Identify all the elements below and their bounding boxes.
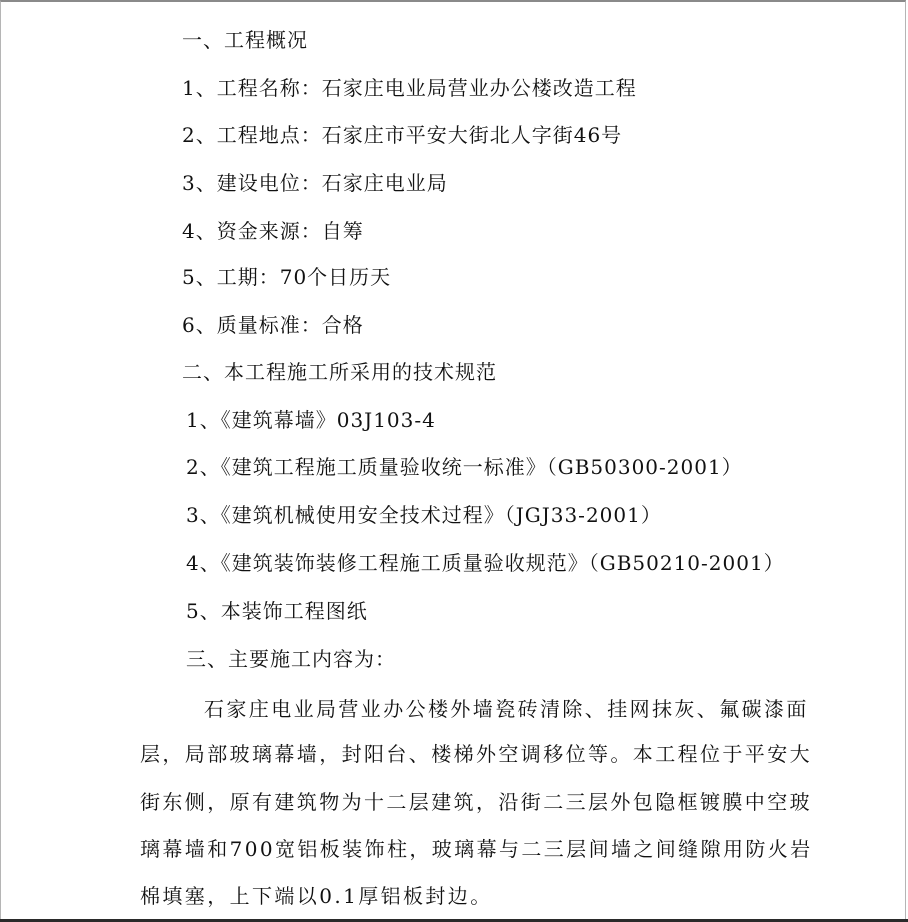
spec-item-curtain-wall: 1、《建筑幕墙》03J103-4 bbox=[186, 408, 436, 432]
content-paragraph-line-3: 街东侧，原有建筑物为十二层建筑，沿街二三层外包隐框镀膜中空玻 bbox=[140, 790, 812, 814]
content-paragraph-line-2: 层，局部玻璃幕墙，封阳台、楼梯外空调移位等。本工程位于平安大 bbox=[140, 742, 812, 766]
overview-item-builder: 3、建设电位：石家庄电业局 bbox=[182, 171, 448, 195]
section-heading-specs: 二、本工程施工所采用的技术规范 bbox=[182, 360, 497, 384]
spec-item-drawings: 5、本装饰工程图纸 bbox=[186, 599, 368, 623]
overview-item-quality: 6、质量标准：合格 bbox=[182, 313, 364, 337]
spec-item-machinery-safety: 3、《建筑机械使用安全技术过程》（JGJ33-2001） bbox=[186, 503, 662, 527]
content-paragraph-line-5: 棉填塞，上下端以0.1厚铝板封边。 bbox=[140, 884, 493, 908]
overview-item-funding: 4、资金来源：自筹 bbox=[182, 219, 364, 243]
section-heading-overview: 一、工程概况 bbox=[182, 28, 308, 52]
content-paragraph-line-1: 石家庄电业局营业办公楼外墙瓷砖清除、挂网抹灰、氟碳漆面 bbox=[204, 697, 809, 721]
overview-item-location: 2、工程地点：石家庄市平安大街北人字街46号 bbox=[182, 123, 623, 147]
spec-item-decoration-code: 4、《建筑装饰装修工程施工质量验收规范》（GB50210-2001） bbox=[186, 551, 785, 575]
overview-item-project-name: 1、工程名称：石家庄电业局营业办公楼改造工程 bbox=[182, 76, 637, 100]
spec-item-acceptance-standard: 2、《建筑工程施工质量验收统一标准》（GB50300-2001） bbox=[186, 455, 743, 479]
section-heading-content: 三、主要施工内容为： bbox=[186, 647, 396, 671]
overview-item-duration: 5、工期：70个日历天 bbox=[182, 265, 392, 289]
content-paragraph-line-4: 璃幕墙和700宽铝板装饰柱，玻璃幕与二三层间墙之间缝隙用防火岩 bbox=[140, 837, 813, 861]
